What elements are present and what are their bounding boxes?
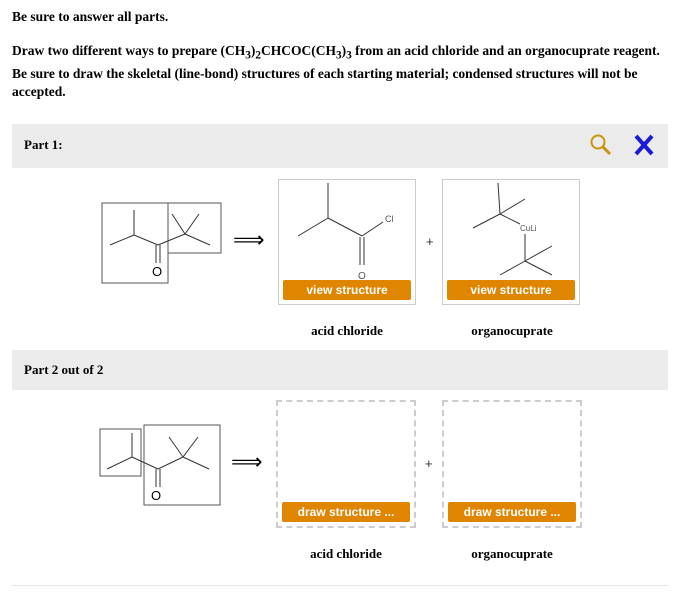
acid-chloride-label: acid chloride (311, 323, 383, 338)
plus-sign: + (426, 234, 434, 249)
retro-arrow-1: ⟹ (233, 228, 265, 253)
part2-header (12, 350, 668, 390)
acid-chloride-label: acid chloride (310, 546, 382, 561)
acid-chloride-card-1 (278, 179, 416, 305)
part2-title: Part 2 out of 2 (24, 362, 104, 377)
svg-text:O: O (358, 271, 366, 282)
target-ketone-part1 (102, 203, 221, 283)
part1-title: Part 1: (24, 137, 63, 152)
magnifier-icon[interactable] (588, 132, 614, 158)
svg-text:CuLi: CuLi (520, 224, 537, 233)
retro-arrow-2: ⟹ (231, 450, 263, 475)
intro-text: Be sure to answer all parts. (12, 9, 169, 24)
close-icon[interactable] (632, 133, 656, 157)
organocuprate-drawing-area[interactable] (442, 400, 582, 528)
oxygen-label: O (152, 264, 163, 279)
part1-header (12, 124, 668, 168)
organocuprate-label: organocuprate (471, 323, 553, 338)
question-text: Draw two different ways to prepare $(CH_3)_2CHCOC(CH_3)_3$ from an acid chloride and an organocuprate reagent. Be sure to draw the skeletal (line-bond) structures of each starting material; condensed structures will not be accepted. (12, 43, 660, 99)
acid-chloride-drawing-area[interactable] (276, 400, 416, 528)
organocuprate-label: organocuprate (471, 546, 553, 561)
divider (12, 585, 668, 586)
plus-sign: + (425, 456, 433, 471)
svg-text:Cl: Cl (385, 214, 394, 224)
oxygen-label: O (151, 488, 162, 503)
draw-structure-button[interactable]: draw structure ... (448, 502, 576, 522)
draw-structure-button[interactable]: draw structure ... (282, 502, 410, 522)
view-structure-button[interactable]: view structure (283, 280, 411, 300)
target-ketone-part2 (100, 425, 220, 505)
view-structure-button[interactable]: view structure (447, 280, 575, 300)
organocuprate-card-1 (442, 179, 580, 305)
